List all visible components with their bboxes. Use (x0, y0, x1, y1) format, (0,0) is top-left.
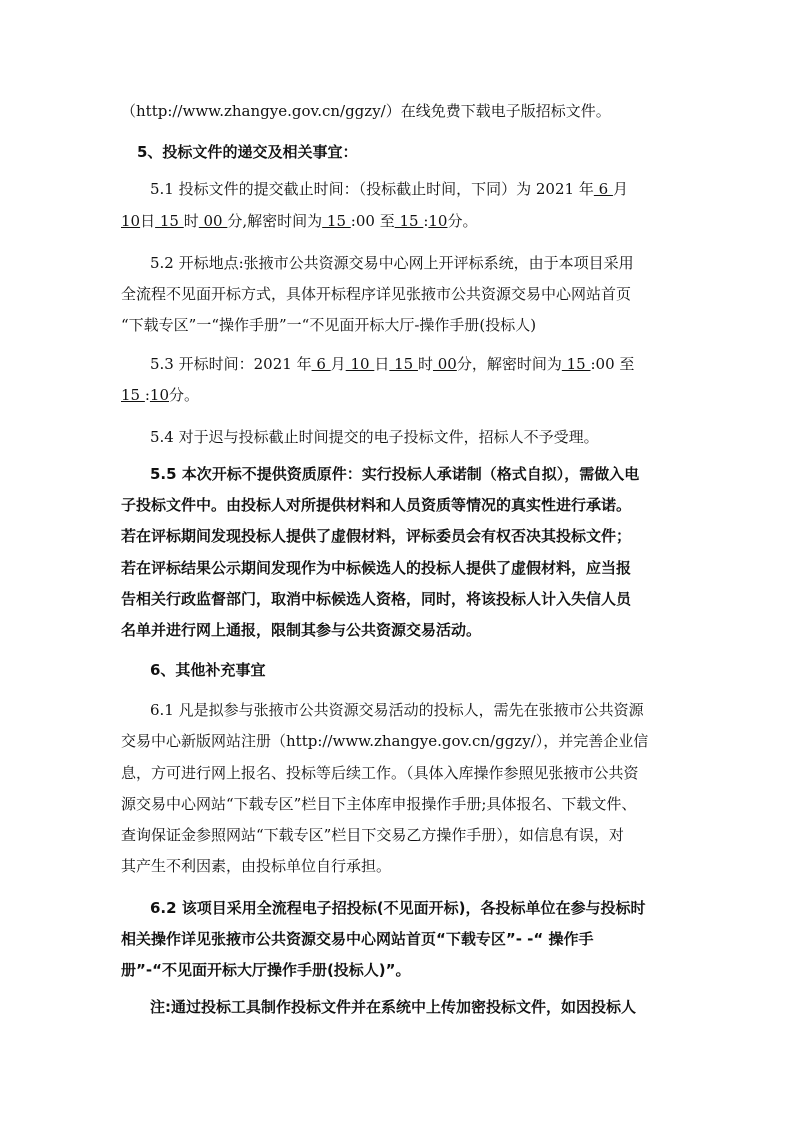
para-5-5-line-3: 若在评标期间发现投标人提供了虚假材料，评标委员会有权否决其投标文件； (121, 527, 632, 545)
section-5-heading: 5、投标文件的递交及相关事宜： (137, 143, 358, 161)
para-5-5-line-2: 子投标文件中。由投标人对所提供材料和人员资质等情况的真实性进行承诺。 (121, 496, 632, 514)
para-5-1-line-1: 5.1 投标文件的提交截止时间：（投标截止时间，下同）为 2021 年 6 月 (150, 180, 628, 198)
para-6-1-line-5: 查询保证金参照网站“下载专区”栏目下交易乙方操作手册），如信息有误，对 (121, 826, 624, 844)
download-note-line: （http://www.zhangye.gov.cn/ggzy/）在线免费下载电子版招标文件。 (121, 102, 611, 120)
para-5-4: 5.4 对于迟与投标截止时间提交的电子投标文件，招标人不予受理。 (150, 428, 599, 446)
note-line: 注:通过投标工具制作投标文件并在系统中上传加密投标文件，如因投标人 (150, 998, 637, 1016)
section-6-heading: 6、其他补充事宜 (150, 661, 266, 679)
para-6-1-line-1: 6.1 凡是拟参与张掖市公共资源交易活动的投标人，需先在张掖市公共资源 (150, 701, 644, 719)
para-5-3-line-2: 15 :10分。 (121, 386, 200, 404)
para-6-1-line-4: 源交易中心网站“下载专区”栏目下主体库申报操作手册;具体报名、下载文件、 (121, 795, 637, 813)
para-5-2-line-2: 全流程不见面开标方式，具体开标程序详见张掖市公共资源交易中心网站首页 (121, 285, 632, 303)
para-6-2-line-2: 相关操作详见张掖市公共资源交易中心网站首页“下载专区”- -“ 操作手 (121, 930, 594, 948)
para-5-5-line-5: 告相关行政监督部门，取消中标候选人资格，同时，将该投标人计入失信人员 (121, 590, 632, 608)
para-6-2-line-1: 6.2 该项目采用全流程电子招投标(不见面开标)，各投标单位在参与投标时 (150, 899, 646, 917)
para-6-2-line-3: 册”-“不见面开标大厅操作手册(投标人)”。 (121, 961, 411, 979)
para-5-3-line-1: 5.3 开标时间：2021 年 6 月 10 日 15 时 00分，解密时间为 15 :00 至 (150, 355, 635, 373)
para-5-5-line-4: 若在评标结果公示期间发现作为中标候选人的投标人提供了虚假材料，应当报 (121, 559, 632, 577)
para-6-1-line-3: 息，方可进行网上报名、投标等后续工作。（具体入库操作参照见张掖市公共资 (121, 764, 639, 782)
para-5-1-line-2: 10日 15 时 00 分,解密时间为 15 :00 至 15 :10分。 (121, 212, 478, 230)
para-5-5-line-6: 名单并进行网上通报，限制其参与公共资源交易活动。 (121, 621, 482, 639)
para-5-5-line-1: 5.5 本次开标不提供资质原件：实行投标人承诺制（格式自拟），需做入电 (150, 465, 640, 483)
para-5-2-line-3: “下载专区”一“操作手册”一“不见面开标大厅-操作手册(投标人) (121, 316, 537, 334)
para-6-1-line-2: 交易中心新版网站注册（http://www.zhangye.gov.cn/ggzy/），并完善企业信 (121, 732, 649, 750)
para-6-1-line-6: 其产生不利因素，由投标单位自行承担。 (121, 857, 392, 875)
para-5-2-line-1: 5.2 开标地点:张掖市公共资源交易中心网上开评标系统，由于本项目采用 (150, 254, 634, 272)
